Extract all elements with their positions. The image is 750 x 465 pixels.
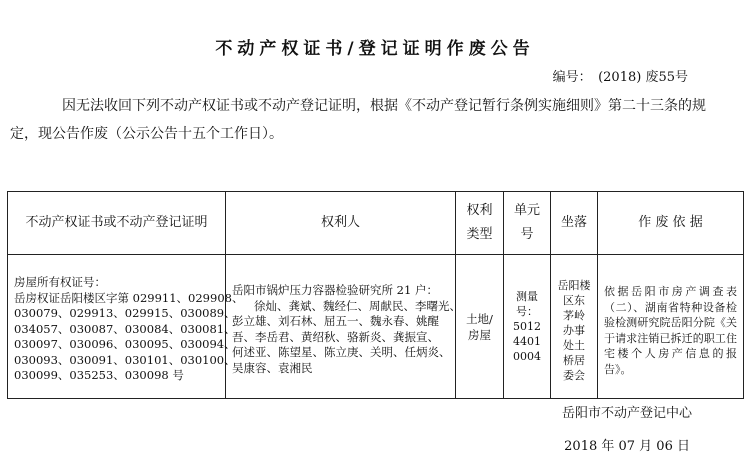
page-title: 不动产权证书/登记证明作废公告: [215, 39, 535, 59]
right-type-line: 房屋: [468, 327, 491, 342]
header-holder: 权利人: [226, 192, 456, 255]
cert-line: 034057、030087、030084、030081、: [14, 321, 236, 336]
header-right-type-line: 权利: [466, 203, 493, 218]
location-line: 岳阳楼: [557, 279, 591, 292]
cert-line: 房屋所有权证号：: [14, 275, 106, 290]
cert-line: 岳房权证岳阳楼区字第 029911、029908、: [14, 290, 244, 305]
table-row: [8, 255, 744, 399]
holder-line: 何述亚、陈望星、陈立庚、关明、任炳炎、: [232, 345, 451, 359]
header-right-type: [456, 192, 504, 255]
holder-line: 彭立雄、刘石林、屈五一、魏永春、姚醒: [232, 314, 439, 328]
cert-line: 030093、030091、030101、030100、: [14, 352, 236, 367]
location-line: 委会: [563, 369, 585, 382]
unit-line: 测量: [516, 290, 538, 303]
location-line: 区东: [563, 294, 585, 307]
cell-cert: [8, 255, 244, 399]
cell-basis: 依据岳阳市房产调查表（二）、湖南省特种设备检验检测研究院岳阳分院《关于请求注销已拆迁的职工住宅楼个人房产信息的报告》。: [598, 255, 744, 399]
cert-line: 030099、035253、030098 号: [14, 368, 184, 383]
location-line: 茅岭: [563, 309, 585, 322]
unit-line: 号：: [516, 305, 538, 318]
header-basis: 作 废 依 据: [598, 192, 744, 255]
holder-org: 岳阳市锅炉压力容器检验研究所 21 户：: [232, 283, 438, 297]
cancellation-table: [7, 191, 744, 399]
document-number: 编号： (2018) 废55号: [552, 70, 688, 85]
unit-line: 4401: [513, 335, 541, 348]
cell-location: [551, 255, 598, 399]
cell-holder: [226, 255, 461, 399]
announcement-paragraph: [10, 92, 732, 148]
table-header-row: [8, 192, 744, 255]
header-unit-no-line: 单元: [513, 203, 540, 218]
cell-unit-no: [504, 255, 551, 399]
holder-line: 吾、李岳君、黄绍秋、骆新炎、龚振宣、: [232, 329, 439, 344]
location-line: 桥居: [563, 354, 585, 367]
location-line: 办事: [563, 324, 585, 337]
holder-line: 徐灿、龚斌、魏经仁、周献民、李曙光、: [254, 298, 461, 313]
header-cert: 不动产权证书或不动产登记证明: [8, 192, 226, 255]
cell-right-type: [456, 255, 504, 399]
unit-line: 0004: [513, 350, 541, 363]
announcement-text: 因无法收回下列不动产权证书或不动产登记证明，根据《不动产登记暂行条例实施细则》第二十三条的规定，现公告作废（公示公告十五个工作日）。: [10, 98, 706, 142]
holder-line: 吴康容、袁湘民: [232, 360, 313, 375]
right-type-line: 土地/: [466, 311, 493, 326]
issue-date: 2018 年 07 月 06 日: [564, 439, 690, 454]
header-unit-no: [504, 192, 551, 255]
location-line: 处土: [563, 339, 585, 352]
unit-line: 5012: [513, 320, 541, 333]
cert-line: 030079、029913、029915、030089、: [14, 306, 236, 321]
cert-line: 030097、030096、030095、030094、: [14, 337, 236, 352]
header-unit-no-line: 号: [520, 227, 534, 242]
header-right-type-line: 类型: [466, 227, 493, 242]
issuing-organization: 岳阳市不动产登记中心: [561, 406, 692, 421]
header-location: 坐落: [551, 192, 598, 255]
